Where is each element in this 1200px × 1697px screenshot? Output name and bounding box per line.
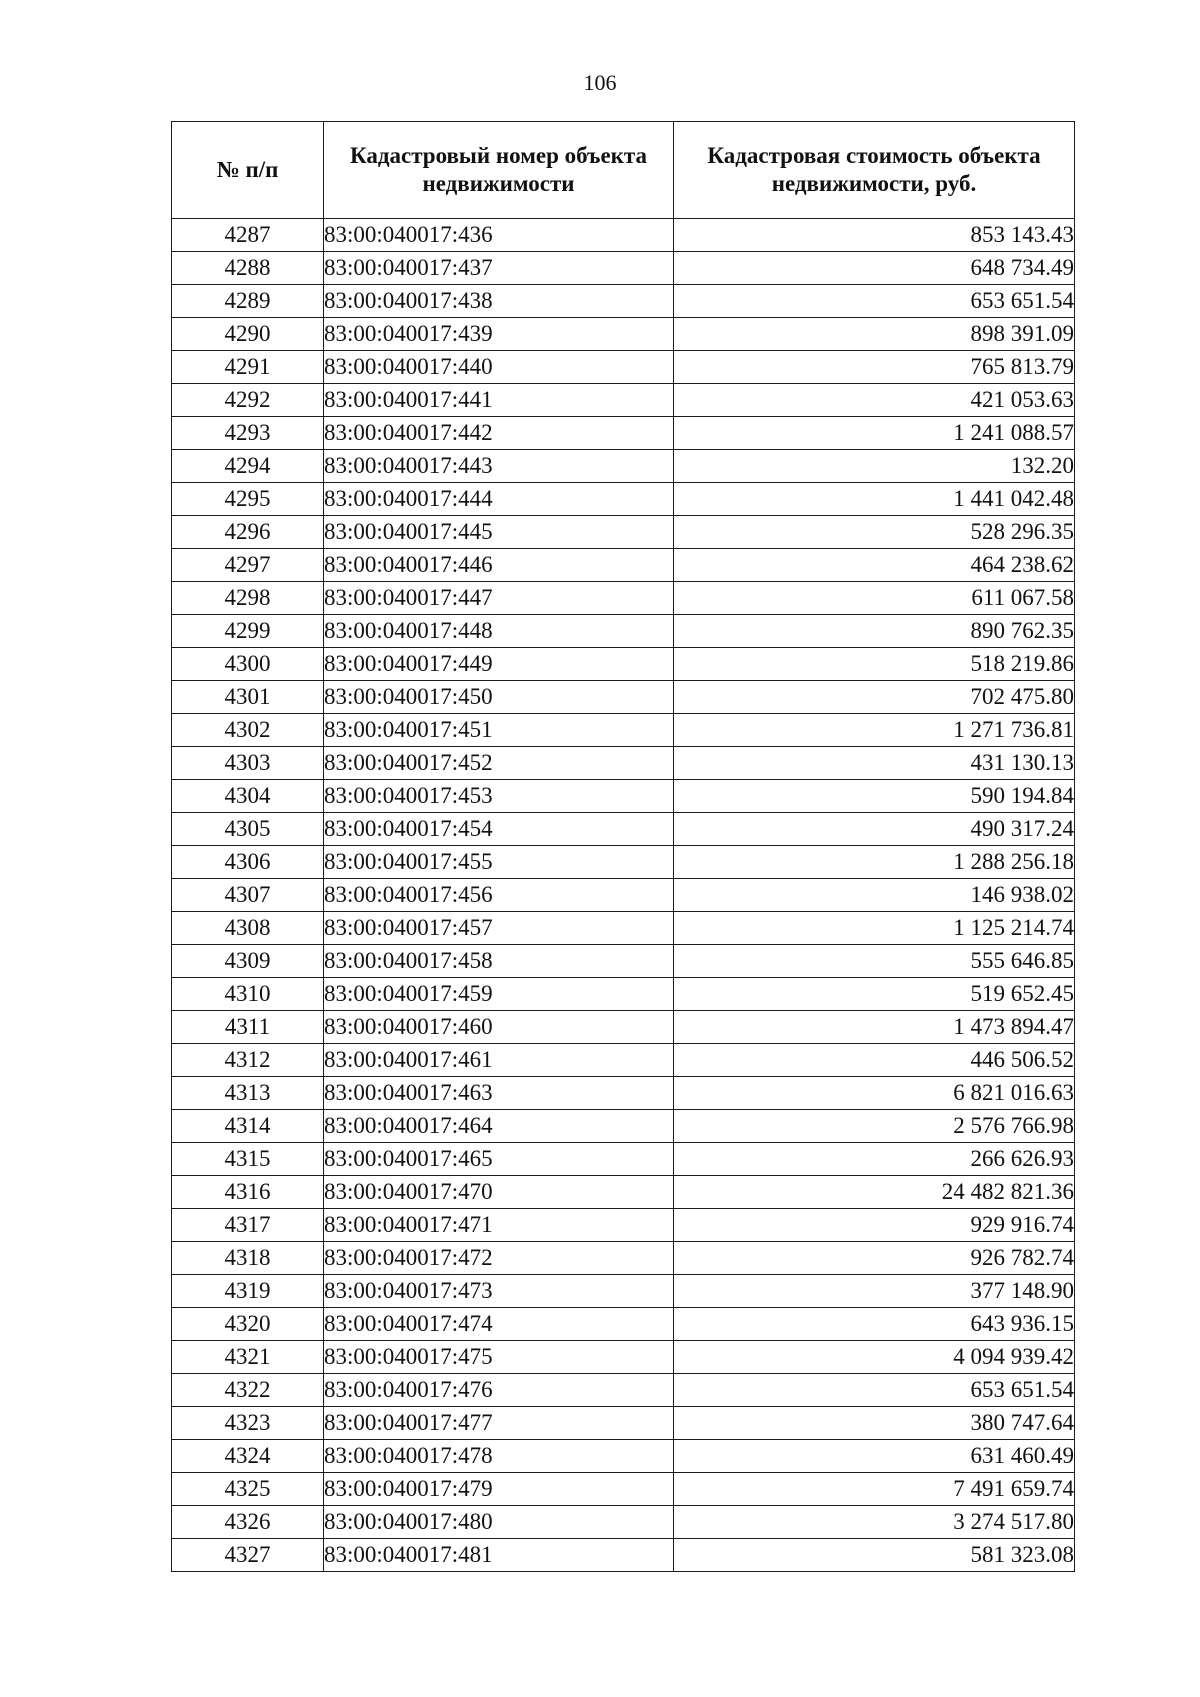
table-row [172, 1374, 1075, 1407]
cadastral-number-cell: 83:00:040017:456 [324, 879, 674, 912]
row-number-cell: 4296 [172, 516, 324, 549]
table-row [172, 1209, 1075, 1242]
cadastral-number-cell: 83:00:040017:443 [324, 450, 674, 483]
cadastral-value-cell: 581 323.08 [674, 1539, 1075, 1572]
table-row [172, 813, 1075, 846]
header-row [172, 122, 1075, 219]
table-row [172, 714, 1075, 747]
cadastral-number-cell: 83:00:040017:444 [324, 483, 674, 516]
table-row [172, 384, 1075, 417]
table-row [172, 1539, 1075, 1572]
cadastral-value-cell: 464 238.62 [674, 549, 1075, 582]
cadastral-value-cell: 446 506.52 [674, 1044, 1075, 1077]
row-number-cell: 4307 [172, 879, 324, 912]
cadastral-value-cell: 648 734.49 [674, 252, 1075, 285]
cadastral-value-cell: 1 241 088.57 [674, 417, 1075, 450]
cadastral-number-cell: 83:00:040017:442 [324, 417, 674, 450]
row-number-cell: 4304 [172, 780, 324, 813]
cadastral-number-cell: 83:00:040017:472 [324, 1242, 674, 1275]
cadastral-number-cell: 83:00:040017:457 [324, 912, 674, 945]
cadastral-value-cell: 528 296.35 [674, 516, 1075, 549]
row-number-cell: 4295 [172, 483, 324, 516]
table-row [172, 351, 1075, 384]
cadastral-value-cell: 929 916.74 [674, 1209, 1075, 1242]
cadastral-value-cell: 519 652.45 [674, 978, 1075, 1011]
cadastral-number-cell: 83:00:040017:447 [324, 582, 674, 615]
row-number-cell: 4321 [172, 1341, 324, 1374]
cadastral-value-cell: 611 067.58 [674, 582, 1075, 615]
row-number-cell: 4324 [172, 1440, 324, 1473]
cadastral-value-cell: 1 271 736.81 [674, 714, 1075, 747]
row-number-cell: 4298 [172, 582, 324, 615]
cadastral-value-cell: 380 747.64 [674, 1407, 1075, 1440]
row-number-cell: 4323 [172, 1407, 324, 1440]
row-number-cell: 4315 [172, 1143, 324, 1176]
row-number-cell: 4313 [172, 1077, 324, 1110]
row-number-cell: 4293 [172, 417, 324, 450]
cadastral-number-cell: 83:00:040017:437 [324, 252, 674, 285]
cadastral-number-cell: 83:00:040017:463 [324, 1077, 674, 1110]
table-row [172, 450, 1075, 483]
cadastral-number-cell: 83:00:040017:451 [324, 714, 674, 747]
table-row [172, 582, 1075, 615]
row-number-cell: 4308 [172, 912, 324, 945]
cadastral-number-cell: 83:00:040017:452 [324, 747, 674, 780]
cadastral-value-cell: 2 576 766.98 [674, 1110, 1075, 1143]
cadastral-value-cell: 1 441 042.48 [674, 483, 1075, 516]
cadastral-number-cell: 83:00:040017:470 [324, 1176, 674, 1209]
table-row [172, 516, 1075, 549]
cadastral-value-cell: 6 821 016.63 [674, 1077, 1075, 1110]
table-body [172, 219, 1075, 1572]
header-cadastral-value: Кадастровая стоимость объекта недвижимости, руб. [674, 122, 1075, 219]
table-header [172, 122, 1075, 219]
row-number-cell: 4305 [172, 813, 324, 846]
cadastral-value-cell: 702 475.80 [674, 681, 1075, 714]
table-row [172, 1176, 1075, 1209]
row-number-cell: 4311 [172, 1011, 324, 1044]
cadastral-number-cell: 83:00:040017:438 [324, 285, 674, 318]
cadastral-number-cell: 83:00:040017:459 [324, 978, 674, 1011]
row-number-cell: 4322 [172, 1374, 324, 1407]
cadastral-number-cell: 83:00:040017:477 [324, 1407, 674, 1440]
cadastral-value-cell: 431 130.13 [674, 747, 1075, 780]
table-row [172, 417, 1075, 450]
cadastral-value-cell: 146 938.02 [674, 879, 1075, 912]
cadastral-value-cell: 266 626.93 [674, 1143, 1075, 1176]
row-number-cell: 4310 [172, 978, 324, 1011]
table-row [172, 1341, 1075, 1374]
table-row [172, 1242, 1075, 1275]
cadastral-number-cell: 83:00:040017:453 [324, 780, 674, 813]
row-number-cell: 4297 [172, 549, 324, 582]
cadastral-number-cell: 83:00:040017:460 [324, 1011, 674, 1044]
row-number-cell: 4326 [172, 1506, 324, 1539]
table-row [172, 912, 1075, 945]
row-number-cell: 4319 [172, 1275, 324, 1308]
table-row [172, 1077, 1075, 1110]
cadastral-value-table [171, 121, 1075, 1572]
cadastral-value-cell: 926 782.74 [674, 1242, 1075, 1275]
row-number-cell: 4327 [172, 1539, 324, 1572]
row-number-cell: 4301 [172, 681, 324, 714]
page-number: 106 [583, 70, 617, 95]
table-row [172, 219, 1075, 252]
table-row [172, 1110, 1075, 1143]
row-number-cell: 4299 [172, 615, 324, 648]
cadastral-value-cell: 890 762.35 [674, 615, 1075, 648]
row-number-cell: 4314 [172, 1110, 324, 1143]
cadastral-number-cell: 83:00:040017:448 [324, 615, 674, 648]
cadastral-number-cell: 83:00:040017:464 [324, 1110, 674, 1143]
cadastral-number-cell: 83:00:040017:450 [324, 681, 674, 714]
cadastral-number-cell: 83:00:040017:455 [324, 846, 674, 879]
cadastral-value-cell: 1 288 256.18 [674, 846, 1075, 879]
row-number-cell: 4287 [172, 219, 324, 252]
header-row-number: № п/п [172, 122, 324, 219]
table-row [172, 318, 1075, 351]
cadastral-number-cell: 83:00:040017:439 [324, 318, 674, 351]
cadastral-value-cell: 7 491 659.74 [674, 1473, 1075, 1506]
row-number-cell: 4288 [172, 252, 324, 285]
table-row [172, 945, 1075, 978]
header-cadastral-number: Кадастровый номер объекта недвижимости [324, 122, 674, 219]
cadastral-value-cell: 421 053.63 [674, 384, 1075, 417]
cadastral-number-cell: 83:00:040017:480 [324, 1506, 674, 1539]
cadastral-number-cell: 83:00:040017:475 [324, 1341, 674, 1374]
table-row [172, 780, 1075, 813]
cadastral-value-cell: 653 651.54 [674, 1374, 1075, 1407]
table-row [172, 1473, 1075, 1506]
table-row [172, 1407, 1075, 1440]
cadastral-value-cell: 377 148.90 [674, 1275, 1075, 1308]
cadastral-number-cell: 83:00:040017:478 [324, 1440, 674, 1473]
table-row [172, 615, 1075, 648]
row-number-cell: 4320 [172, 1308, 324, 1341]
cadastral-number-cell: 83:00:040017:440 [324, 351, 674, 384]
cadastral-value-cell: 590 194.84 [674, 780, 1075, 813]
cadastral-number-cell: 83:00:040017:454 [324, 813, 674, 846]
row-number-cell: 4309 [172, 945, 324, 978]
cadastral-number-cell: 83:00:040017:446 [324, 549, 674, 582]
table-row [172, 648, 1075, 681]
cadastral-value-cell: 1 473 894.47 [674, 1011, 1075, 1044]
row-number-cell: 4289 [172, 285, 324, 318]
row-number-cell: 4325 [172, 1473, 324, 1506]
row-number-cell: 4300 [172, 648, 324, 681]
table-row [172, 681, 1075, 714]
cadastral-value-cell: 898 391.09 [674, 318, 1075, 351]
table-row [172, 483, 1075, 516]
row-number-cell: 4306 [172, 846, 324, 879]
cadastral-number-cell: 83:00:040017:458 [324, 945, 674, 978]
table-row [172, 285, 1075, 318]
table-row [172, 978, 1075, 1011]
table-row [172, 879, 1075, 912]
table-row [172, 846, 1075, 879]
row-number-cell: 4290 [172, 318, 324, 351]
cadastral-number-cell: 83:00:040017:465 [324, 1143, 674, 1176]
cadastral-value-cell: 643 936.15 [674, 1308, 1075, 1341]
cadastral-value-cell: 518 219.86 [674, 648, 1075, 681]
table-row [172, 1011, 1075, 1044]
cadastral-value-cell: 853 143.43 [674, 219, 1075, 252]
row-number-cell: 4294 [172, 450, 324, 483]
cadastral-number-cell: 83:00:040017:479 [324, 1473, 674, 1506]
cadastral-value-cell: 490 317.24 [674, 813, 1075, 846]
cadastral-value-cell: 555 646.85 [674, 945, 1075, 978]
cadastral-number-cell: 83:00:040017:474 [324, 1308, 674, 1341]
cadastral-value-cell: 653 651.54 [674, 285, 1075, 318]
cadastral-value-cell: 631 460.49 [674, 1440, 1075, 1473]
table-row [172, 1143, 1075, 1176]
row-number-cell: 4318 [172, 1242, 324, 1275]
table-row [172, 747, 1075, 780]
cadastral-number-cell: 83:00:040017:445 [324, 516, 674, 549]
row-number-cell: 4317 [172, 1209, 324, 1242]
cadastral-value-cell: 3 274 517.80 [674, 1506, 1075, 1539]
table-row [172, 1506, 1075, 1539]
row-number-cell: 4303 [172, 747, 324, 780]
table-row [172, 1308, 1075, 1341]
table-row [172, 1044, 1075, 1077]
row-number-cell: 4292 [172, 384, 324, 417]
row-number-cell: 4302 [172, 714, 324, 747]
table-row [172, 252, 1075, 285]
cadastral-number-cell: 83:00:040017:476 [324, 1374, 674, 1407]
cadastral-value-cell: 4 094 939.42 [674, 1341, 1075, 1374]
row-number-cell: 4316 [172, 1176, 324, 1209]
cadastral-value-cell: 1 125 214.74 [674, 912, 1075, 945]
cadastral-value-cell: 132.20 [674, 450, 1075, 483]
table-row [172, 1275, 1075, 1308]
cadastral-number-cell: 83:00:040017:471 [324, 1209, 674, 1242]
row-number-cell: 4291 [172, 351, 324, 384]
cadastral-number-cell: 83:00:040017:436 [324, 219, 674, 252]
cadastral-number-cell: 83:00:040017:441 [324, 384, 674, 417]
table-row [172, 549, 1075, 582]
table-row [172, 1440, 1075, 1473]
cadastral-number-cell: 83:00:040017:473 [324, 1275, 674, 1308]
row-number-cell: 4312 [172, 1044, 324, 1077]
cadastral-value-cell: 24 482 821.36 [674, 1176, 1075, 1209]
cadastral-number-cell: 83:00:040017:461 [324, 1044, 674, 1077]
cadastral-number-cell: 83:00:040017:481 [324, 1539, 674, 1572]
cadastral-value-cell: 765 813.79 [674, 351, 1075, 384]
cadastral-number-cell: 83:00:040017:449 [324, 648, 674, 681]
